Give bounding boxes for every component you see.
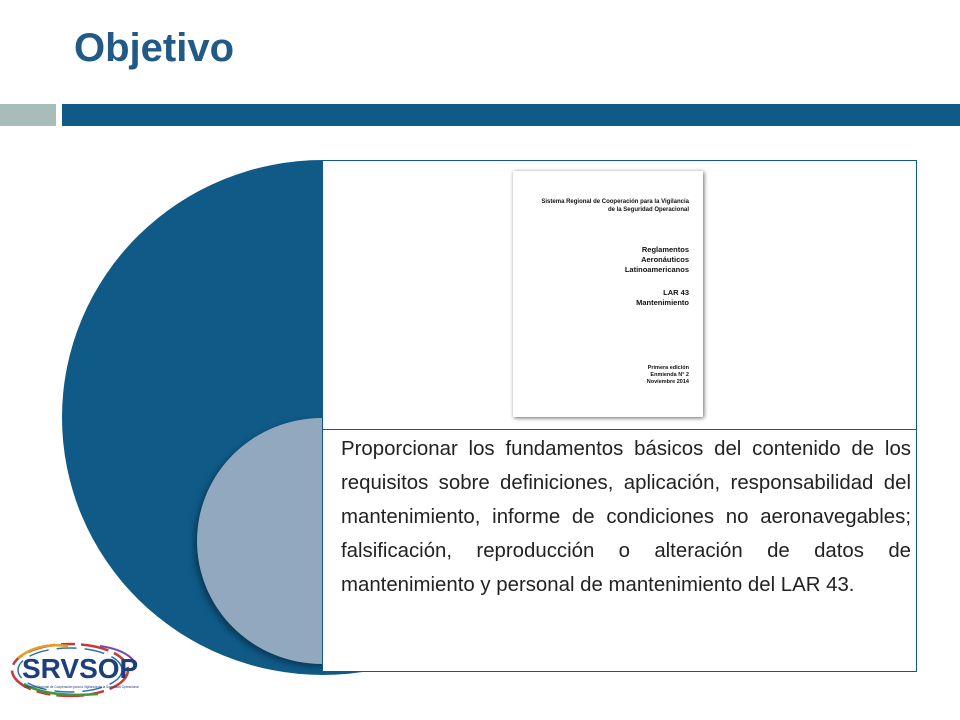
slide-title: Objetivo	[74, 26, 235, 70]
doc-reg-line-1: Reglamentos	[641, 245, 689, 254]
logo-subtitle: Sistema Regional de Cooperación para la Vigilancia de la Seguridad Operacional	[24, 685, 139, 689]
doc-lar-line-1: LAR 43	[663, 288, 689, 297]
doc-reg-line-2: Aeronáuticos	[641, 255, 689, 264]
doc-reg-line-3: Latinoamericanos	[624, 265, 689, 274]
doc-header-line-1: Sistema Regional de Cooperación para la Vigilancia	[541, 199, 689, 205]
doc-edition-line-3: Noviembre 2014	[646, 379, 689, 385]
srvsop-logo	[8, 640, 148, 702]
doc-lar-line-2: Mantenimiento	[636, 298, 689, 307]
doc-edition-line-1: Primera edición	[647, 365, 689, 371]
objective-paragraph: Proporcionar los fundamentos básicos del contenido de los requisitos sobre definiciones, aplicación, responsabilidad del mantenimiento, informe de condiciones no aeronavegables; falsificación, reproducción o alteración de datos de mantenimiento y personal de mantenimiento del LAR 43.	[341, 438, 911, 596]
header-bar-left	[0, 104, 56, 126]
logo-text: SRVSOP	[22, 653, 139, 684]
doc-header-line-2: de la Seguridad Operacional	[607, 207, 689, 213]
header-bar-right	[62, 104, 960, 126]
lar43-document-cover	[513, 171, 703, 417]
doc-edition-line-2: Enmienda N° 2	[650, 372, 689, 378]
